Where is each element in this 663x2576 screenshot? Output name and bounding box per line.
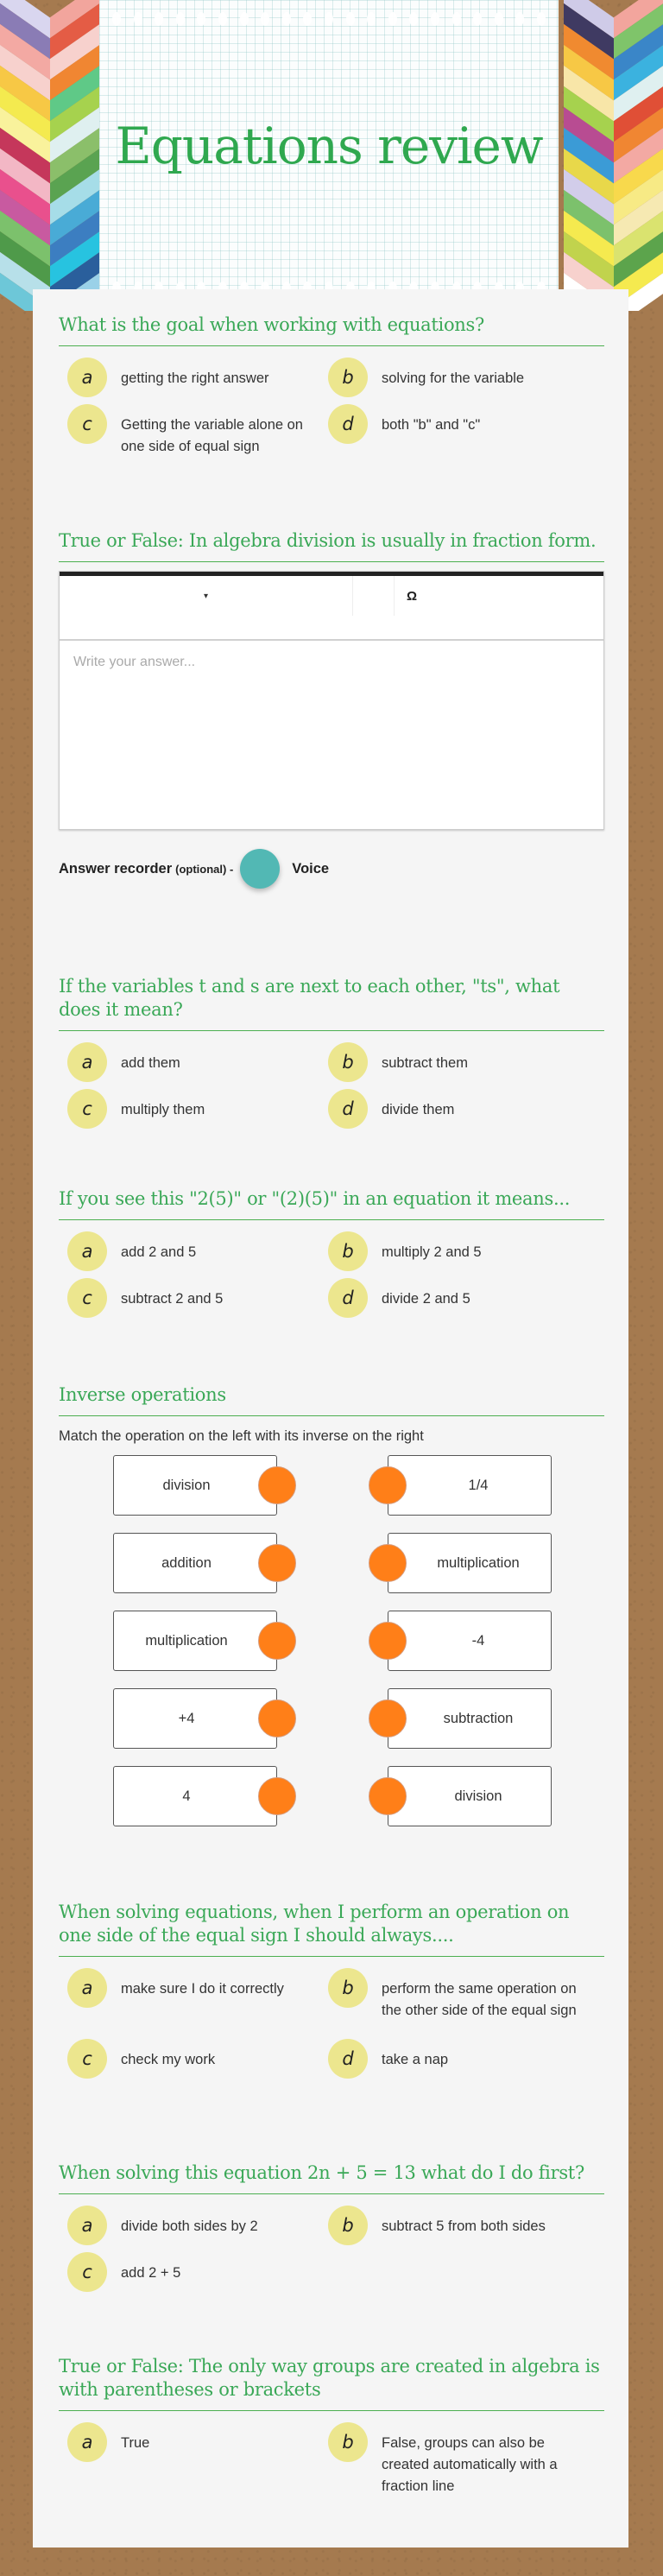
match-connector-dot[interactable]	[258, 1544, 296, 1582]
hole	[346, 12, 355, 26]
answer-recorder	[59, 849, 604, 889]
option-text: divide 2 and 5	[382, 1291, 470, 1307]
match-label: multiplication	[145, 1632, 228, 1649]
option-text: both "b" and "c"	[382, 417, 481, 433]
question-title: If the variables t and s are next to each other, "ts", what does it mean?	[59, 975, 604, 1031]
match-left-item[interactable]	[113, 1455, 277, 1516]
graph-paper	[99, 0, 559, 311]
option-text: divide both sides by 2	[121, 2218, 258, 2234]
match-right-item[interactable]	[388, 1688, 552, 1749]
option-text: add 2 and 5	[121, 1244, 197, 1260]
option-text: multiply 2 and 5	[382, 1244, 482, 1260]
editor-toolbar	[60, 572, 603, 641]
hole	[197, 12, 205, 26]
option-c[interactable]	[59, 2039, 328, 2079]
recorder-optional-label: (optional) -	[175, 862, 234, 876]
letter-bubble[interactable]: a	[67, 2422, 107, 2462]
letter-bubble[interactable]: b	[328, 358, 368, 397]
letter-bubble[interactable]: b	[328, 1968, 368, 2008]
chevron-pattern-right	[564, 0, 663, 311]
hole	[431, 12, 439, 26]
option-d[interactable]	[328, 2039, 604, 2079]
options-list	[59, 1968, 604, 2079]
options-list	[59, 2206, 604, 2292]
option-text: add them	[121, 1055, 180, 1071]
option-text: Getting the variable alone on one side of equal sign	[121, 417, 303, 454]
option-c[interactable]	[59, 404, 328, 458]
match-left-item[interactable]	[113, 1533, 277, 1593]
letter-bubble[interactable]: b	[328, 1042, 368, 1082]
hole	[473, 12, 482, 26]
question-title: If you see this "2(5)" or "(2)(5)" in an equation it means...	[59, 1187, 604, 1220]
letter-bubble[interactable]: a	[67, 1042, 107, 1082]
letter-bubble[interactable]: d	[328, 2039, 368, 2079]
options-list	[59, 1042, 604, 1129]
question-2	[59, 529, 604, 889]
hole	[218, 12, 227, 26]
worksheet-card	[33, 289, 628, 2548]
options-list	[59, 2422, 604, 2497]
match-label: subtraction	[443, 1710, 514, 1726]
option-text: add 2 + 5	[121, 2265, 181, 2281]
option-text: getting the right answer	[121, 370, 269, 386]
match-connector-dot[interactable]	[258, 1777, 296, 1815]
answer-textarea[interactable]: Write your answer...	[73, 655, 196, 669]
letter-bubble[interactable]: a	[67, 1231, 107, 1271]
notebook-holes-top	[112, 12, 546, 28]
letter-bubble[interactable]: a	[67, 1968, 107, 2008]
question-title: True or False: The only way groups are created in algebra is with parentheses or brackets	[59, 2355, 604, 2411]
hole	[261, 12, 269, 26]
hole	[303, 12, 312, 26]
option-b[interactable]	[328, 1042, 604, 1082]
hole	[112, 12, 121, 26]
option-a[interactable]	[59, 358, 328, 397]
option-c[interactable]	[59, 1278, 328, 1318]
option-a[interactable]	[59, 1968, 328, 2022]
options-list	[59, 1231, 604, 1318]
recorder-label: Answer recorder	[59, 860, 173, 877]
match-connector-dot[interactable]	[369, 1777, 407, 1815]
option-d[interactable]	[328, 1278, 604, 1318]
hole	[495, 12, 503, 26]
option-text: subtract them	[382, 1055, 468, 1071]
option-c[interactable]	[59, 2252, 328, 2292]
letter-bubble[interactable]: d	[328, 404, 368, 444]
option-a[interactable]	[59, 1042, 328, 1082]
match-label: +4	[178, 1710, 195, 1726]
match-label: -4	[471, 1632, 485, 1649]
hole	[409, 12, 418, 26]
voice-record-button[interactable]	[240, 849, 280, 889]
match-left-item[interactable]	[113, 1611, 277, 1671]
letter-bubble[interactable]: c	[67, 404, 107, 444]
match-label: multiplication	[437, 1554, 520, 1571]
option-text: check my work	[121, 2052, 216, 2067]
match-right-item[interactable]	[388, 1611, 552, 1671]
match-connector-dot[interactable]	[258, 1699, 296, 1737]
option-text: take a nap	[382, 2052, 449, 2067]
matching-grid	[59, 1455, 604, 1870]
match-connector-dot[interactable]	[369, 1544, 407, 1582]
match-connector-dot[interactable]	[369, 1622, 407, 1660]
match-label: 1/4	[468, 1477, 489, 1493]
option-text: solving for the variable	[382, 370, 525, 386]
header-banner	[0, 0, 663, 311]
option-text: make sure I do it correctly	[121, 1981, 284, 1997]
rich-text-editor	[59, 571, 604, 830]
question-title: Inverse operations	[59, 1383, 604, 1416]
hole	[134, 12, 142, 26]
match-left-item[interactable]	[113, 1688, 277, 1749]
option-text: subtract 2 and 5	[121, 1291, 224, 1307]
option-text: perform the same operation on the other side of the equal sign	[382, 1981, 577, 2018]
match-label: division	[454, 1788, 502, 1804]
option-a[interactable]	[59, 2422, 328, 2497]
match-connector-dot[interactable]	[258, 1466, 296, 1504]
special-character-icon[interactable]: Ω	[406, 588, 418, 604]
hole	[176, 12, 185, 26]
page-title: Equations review	[115, 117, 543, 175]
letter-bubble[interactable]: a	[67, 2206, 107, 2245]
option-text: True	[121, 2435, 150, 2451]
letter-bubble[interactable]: c	[67, 1278, 107, 1318]
question-4	[59, 1187, 604, 1318]
hole	[155, 12, 163, 26]
option-b[interactable]	[328, 2206, 604, 2245]
option-b[interactable]	[328, 1968, 604, 2022]
question-title: True or False: In algebra division is usually in fraction form.	[59, 529, 604, 562]
hole	[367, 12, 376, 26]
question-6	[59, 1901, 604, 2079]
match-right-item[interactable]	[388, 1533, 552, 1593]
match-label: division	[162, 1477, 211, 1493]
options-list	[59, 358, 604, 458]
hole	[452, 12, 461, 26]
match-right-item[interactable]	[388, 1455, 552, 1516]
question-7	[59, 2161, 604, 2292]
option-text: divide them	[382, 1102, 455, 1117]
question-5-matching	[59, 1383, 604, 1870]
match-connector-dot[interactable]	[258, 1622, 296, 1660]
letter-bubble[interactable]: c	[67, 2252, 107, 2292]
option-a[interactable]	[59, 2206, 328, 2245]
option-text: subtract 5 from both sides	[382, 2218, 546, 2234]
letter-bubble[interactable]: b	[328, 2206, 368, 2245]
hole	[388, 12, 397, 26]
match-label: addition	[161, 1554, 212, 1571]
match-connector-dot[interactable]	[369, 1466, 407, 1504]
letter-bubble[interactable]: c	[67, 2039, 107, 2079]
hole	[240, 12, 249, 26]
question-title: What is the goal when working with equations?	[59, 313, 604, 346]
option-c[interactable]	[59, 1089, 328, 1129]
matching-instructions: Match the operation on the left with its inverse on the right	[59, 1428, 424, 1444]
hole	[515, 12, 524, 26]
hole	[325, 12, 333, 26]
letter-bubble[interactable]: a	[67, 358, 107, 397]
voice-label: Voice	[292, 860, 330, 877]
option-d[interactable]	[328, 1089, 604, 1129]
option-b[interactable]	[328, 1231, 604, 1271]
question-3	[59, 975, 604, 1129]
question-8	[59, 2355, 604, 2497]
match-right-item[interactable]	[388, 1766, 552, 1826]
option-b[interactable]	[328, 358, 604, 397]
option-a[interactable]	[59, 1231, 328, 1271]
letter-bubble[interactable]: b	[328, 1231, 368, 1271]
dropdown-caret-icon: ▾	[203, 591, 209, 601]
toolbar-button-blank[interactable]	[353, 576, 395, 616]
question-1	[59, 313, 604, 458]
match-connector-dot[interactable]	[369, 1699, 407, 1737]
option-text: multiply them	[121, 1102, 205, 1117]
option-text: False, groups can also be created automatically with a fraction line	[382, 2435, 558, 2494]
letter-bubble[interactable]: d	[328, 1278, 368, 1318]
chevron-pattern-left	[0, 0, 99, 311]
hole	[282, 12, 291, 26]
question-title: When solving this equation 2n + 5 = 13 what do I do first?	[59, 2161, 604, 2194]
question-title: When solving equations, when I perform an operation on one side of the equal sign I should always....	[59, 1901, 604, 1957]
letter-bubble[interactable]: d	[328, 1089, 368, 1129]
format-dropdown[interactable]	[60, 576, 353, 616]
option-b[interactable]	[328, 2422, 604, 2497]
match-label: 4	[182, 1788, 191, 1804]
letter-bubble[interactable]: b	[328, 2422, 368, 2462]
match-left-item[interactable]	[113, 1766, 277, 1826]
option-d[interactable]	[328, 404, 604, 458]
hole	[537, 12, 546, 26]
letter-bubble[interactable]: c	[67, 1089, 107, 1129]
